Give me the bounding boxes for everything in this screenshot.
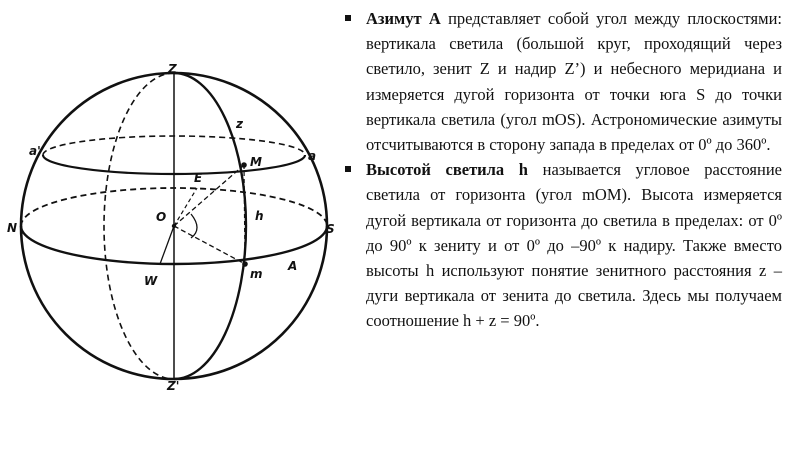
azimuth-angle-arc	[191, 214, 197, 238]
label-almucantar-left: a'	[29, 144, 41, 158]
label-altitude: h	[255, 209, 264, 223]
celestial-sphere-diagram	[0, 0, 345, 450]
label-zenith: Z	[168, 62, 177, 76]
vertical-circle-back	[104, 73, 174, 379]
observer-point	[172, 224, 176, 228]
label-west: W	[144, 274, 158, 288]
altitude-description: называется угловое расстояние светила от горизонта (угол mOM). Высота измеряется дугой вертикала от горизонта до светила в пределах: от 0º до 90º к зениту и от 0º до –90º к надиру. Также вместо высоты h используют понятие зенитного расстояния z – дуги вертикала от зенита до светила. Здесь мы получаем соотношение h + z = 90º.	[366, 160, 782, 331]
text-panel	[344, 6, 782, 334]
label-star: M	[250, 155, 262, 169]
altitude-term: Высотой светила h	[366, 160, 528, 180]
label-nadir: Z'	[167, 379, 180, 393]
west-direction	[160, 226, 174, 264]
foot-point	[242, 261, 248, 267]
azimuth-description: представляет собой угол между плоскостями: вертикала светила (большой круг, проходящий через светило, зенит Z и надир Z’) и небесного меридиана и измеряется дугой горизонта от точки юга S до точки вертикала светила (угол mOS). Астрономические азимуты отсчитываются в сторону запада в пределах от 0º до 360º.	[366, 9, 782, 155]
azimuth-term: Азимут А	[366, 9, 441, 28]
label-zenith-distance: z	[236, 117, 243, 131]
bullet-square-icon	[345, 166, 351, 172]
label-east: E	[194, 171, 203, 185]
altitude-paragraph	[344, 157, 782, 333]
bullet-square-icon	[345, 15, 351, 21]
label-observer: O	[156, 210, 167, 224]
label-north: N	[7, 221, 18, 235]
radius-to-foot	[174, 226, 245, 264]
star-point	[241, 162, 247, 168]
east-direction	[174, 188, 197, 226]
label-almucantar-right: a	[308, 149, 317, 163]
azimuth-paragraph	[344, 6, 782, 157]
label-azimuth: A	[288, 259, 298, 273]
label-foot: m	[250, 267, 263, 281]
label-south: S	[326, 222, 335, 236]
